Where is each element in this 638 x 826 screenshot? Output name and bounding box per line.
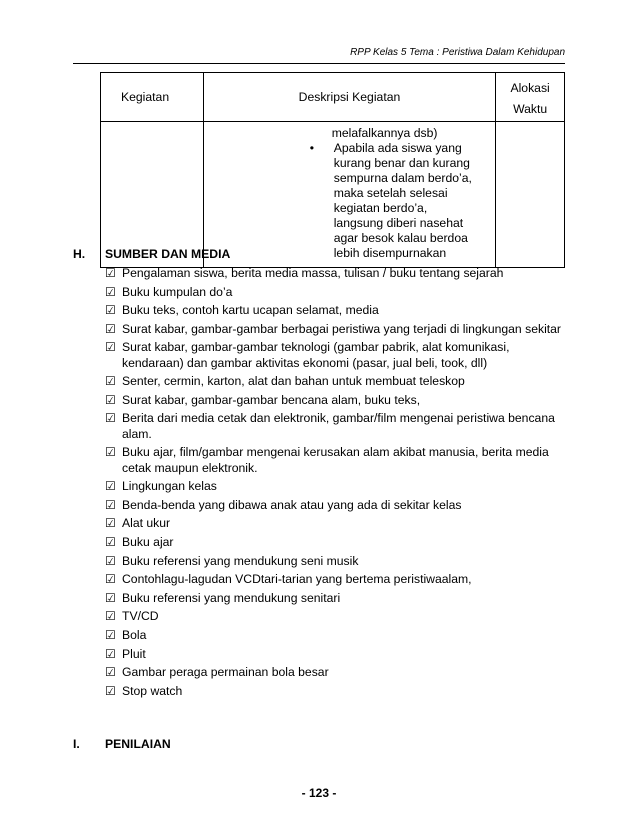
section-i-heading [73, 737, 171, 751]
list-item-text: Pengalaman siswa, berita media massa, tulisan / buku tentang sejarah [122, 266, 504, 280]
list-item [105, 535, 565, 550]
list-item [105, 340, 565, 371]
list-item [105, 516, 565, 531]
header-rule [73, 63, 565, 64]
list-item [105, 628, 565, 643]
bullet-icon: • [309, 141, 314, 155]
checkbox-checked-icon: ☑ [105, 497, 116, 512]
checkbox-checked-icon: ☑ [105, 445, 116, 460]
cell-kegiatan [101, 122, 204, 268]
cell-alokasi [496, 122, 565, 268]
list-item-text: TV/CD [122, 609, 159, 624]
desc-bullet-item [308, 141, 478, 261]
list-item-text: Surat kabar, gambar-gambar bencana alam, buku teks, [122, 392, 421, 407]
list-item-text: Buku referensi yang mendukung senitari [122, 590, 341, 605]
checkbox-checked-icon: ☑ [105, 627, 116, 642]
desc-bullet-text: Apabila ada siswa yang kurang benar dan kurang sempurna dalam berdo’a, maka setelah selesai kegiatan berdo’a, langsung diberi nasehat agar besok kalau berdoa lebih disempurnakan [333, 141, 472, 260]
list-item [105, 665, 565, 680]
header-kegiatan: Kegiatan [101, 73, 204, 122]
list-item-text: Buku kumpulan do’a [122, 284, 233, 299]
checkbox-checked-icon: ☑ [105, 590, 116, 605]
checkbox-checked-icon: ☑ [105, 340, 116, 355]
header-alokasi [496, 73, 565, 122]
list-item-text: Buku ajar [122, 535, 174, 550]
list-item [105, 554, 565, 569]
list-item-text: Contohlagu-lagudan VCDtari-tarian yang bertema peristiwaalam, [122, 572, 472, 587]
list-item [105, 609, 565, 624]
list-item [105, 591, 565, 606]
list-item [105, 374, 565, 389]
checkbox-checked-icon: ☑ [105, 392, 116, 407]
section-h-title: SUMBER DAN MEDIA [105, 247, 231, 261]
list-item-text: Gambar peraga permainan bola besar [122, 665, 329, 680]
sumber-media-list [105, 266, 565, 702]
section-h-heading [73, 247, 230, 261]
list-item-text: Surat kabar, gambar-gambar berbagai peristiwa yang terjadi di lingkungan sekitar [122, 321, 561, 336]
list-item [105, 572, 565, 587]
section-i-letter: I. [73, 737, 80, 751]
list-item [105, 647, 565, 662]
list-item [105, 411, 565, 442]
list-item [105, 479, 565, 494]
checkbox-checked-icon: ☑ [105, 609, 116, 624]
checkbox-checked-icon: ☑ [105, 683, 116, 698]
section-i-title: PENILAIAN [105, 737, 171, 751]
checkbox-checked-icon: ☑ [105, 572, 116, 587]
list-item-text: Senter, cermin, karton, alat dan bahan untuk membuat teleskop [122, 374, 465, 389]
list-item-text: Berita dari media cetak dan elektronik, gambar/film mengenai peristiwa bencana alam. [122, 411, 555, 441]
header-alokasi-line1: Alokasi [510, 81, 550, 95]
list-item-text: Pluit [122, 646, 146, 661]
list-item [105, 266, 565, 281]
running-header: RPP Kelas 5 Tema : Peristiwa Dalam Kehidupan [350, 47, 565, 58]
list-item [105, 303, 565, 318]
list-item-text: Buku teks, contoh kartu ucapan selamat, media [122, 303, 379, 318]
checkbox-checked-icon: ☑ [105, 411, 116, 426]
list-item-text: Lingkungan kelas [122, 479, 217, 494]
checkbox-checked-icon: ☑ [105, 479, 116, 494]
checkbox-checked-icon: ☑ [105, 266, 116, 280]
list-item-text: Benda-benda yang dibawa anak atau yang ada di sekitar kelas [122, 497, 462, 512]
list-item-text: Alat ukur [122, 516, 171, 531]
list-item-text: Stop watch [122, 683, 183, 698]
list-item [105, 285, 565, 300]
table-header-row [101, 73, 565, 122]
list-item-text: Buku ajar, film/gambar mengenai kerusakan alam akibat manusia, berita media cetak maupun elektronik. [122, 445, 549, 475]
table-row [101, 122, 565, 268]
kegiatan-table [100, 72, 565, 268]
page-number: - 123 - [301, 786, 337, 800]
list-item-text: Bola [122, 627, 147, 642]
checkbox-checked-icon: ☑ [105, 374, 116, 389]
checkbox-checked-icon: ☑ [105, 535, 116, 550]
list-item-text: Buku referensi yang mendukung seni musik [122, 553, 359, 568]
list-item [105, 684, 565, 699]
checkbox-checked-icon: ☑ [105, 665, 116, 680]
checkbox-checked-icon: ☑ [105, 553, 116, 568]
checkbox-checked-icon: ☑ [105, 646, 116, 661]
list-item [105, 322, 565, 337]
list-item [105, 445, 565, 476]
checkbox-checked-icon: ☑ [105, 303, 116, 318]
list-item-text: Surat kabar, gambar-gambar teknologi (gambar pabrik, alat komunikasi, kendaraan) dan gambar aktivitas ekonomi (pasar, jual beli, took, dll) [122, 340, 510, 370]
section-h-letter: H. [73, 247, 86, 261]
checkbox-checked-icon: ☑ [105, 284, 116, 299]
checkbox-checked-icon: ☑ [105, 516, 116, 531]
list-item [105, 393, 565, 408]
cell-deskripsi [203, 122, 496, 268]
header-deskripsi: Deskripsi Kegiatan [203, 73, 496, 122]
header-alokasi-line2: Waktu [513, 102, 548, 116]
checkbox-checked-icon: ☑ [105, 321, 116, 336]
list-item [105, 498, 565, 513]
desc-continuation: melafalkannya dsb) [331, 126, 438, 140]
